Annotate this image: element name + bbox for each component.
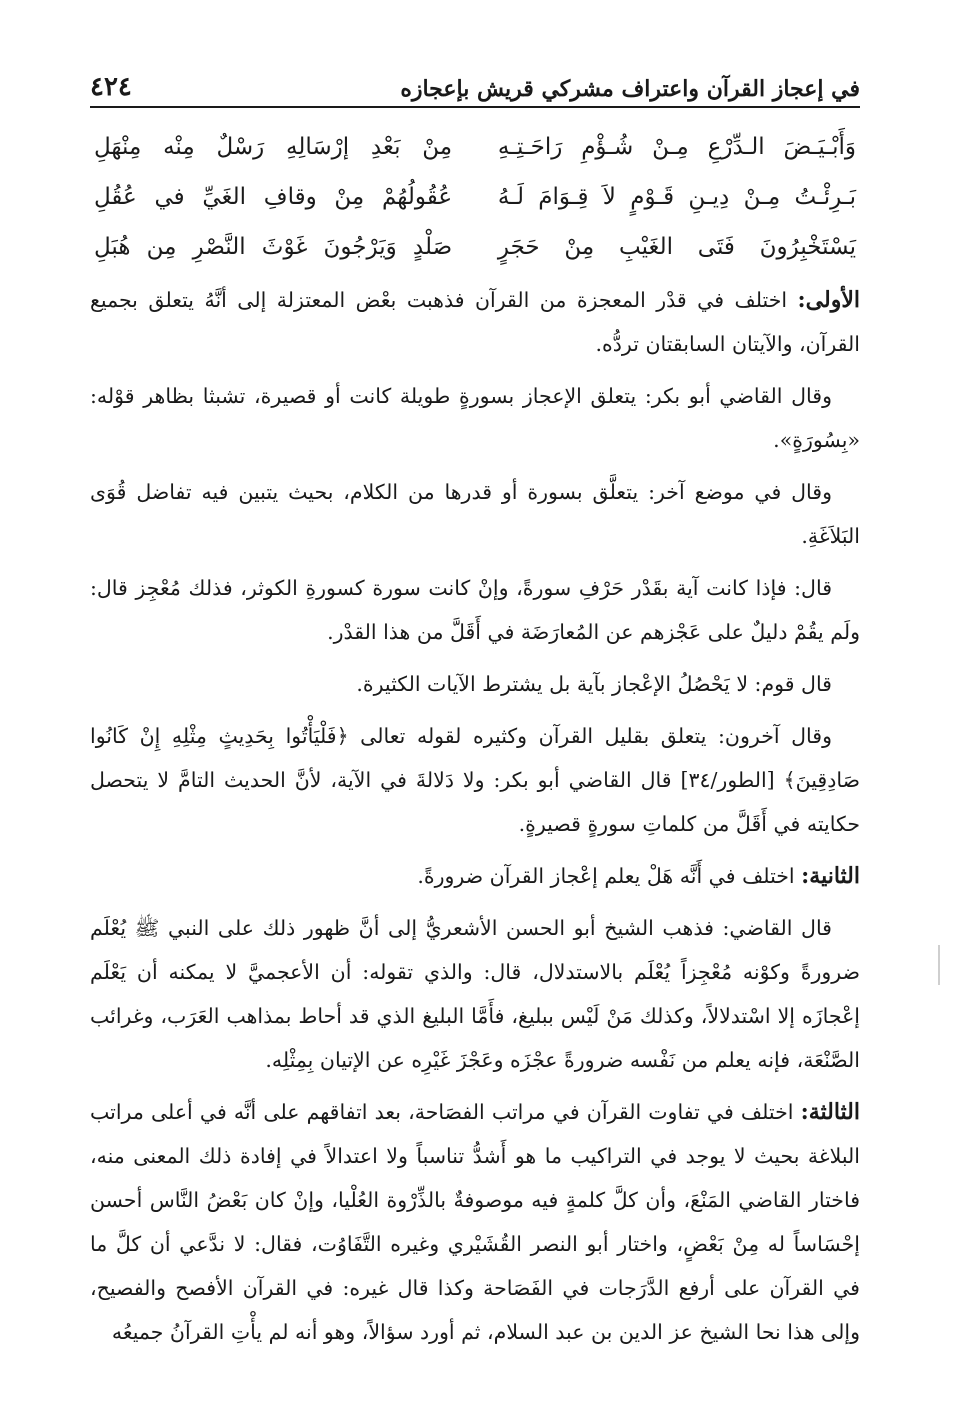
verse-first-hemistich: يَسْتَخْبِرُونَ فَتَى الغَيْبِ مِنْ حَجَرٍ [497, 234, 856, 260]
paragraph-text: وقال في موضع آخر: يتعلَّق بسورة أو قدرها من الكلام، بحيث يتبين فيه تفاضل قُوَى البَلاَغَةِ. [90, 480, 860, 548]
margin-mark [938, 945, 940, 985]
poem-verse [90, 122, 860, 172]
paragraph-text: اختلف في قدْر المعجزة من القرآن فذهبت بعْض المعتزلة إلى أنَّهُ يتعلق بجميع القرآن، والآيتان السابقتان تردُّه. [90, 288, 860, 356]
paragraph-third-issue [90, 1090, 860, 1354]
paragraph-text: قال: فإذا كانت آية بقَدْر حَرْفِ سورةً، وإنْ كانت سورة كسورةِ الكوثر، فذلك مُعْجِز قال: ولَم يقُمْ دليلٌ على عَجْزهم عن المُعارَضَة في أَقَلَّ من هذا القدْر. [90, 576, 860, 644]
paragraph-text: قال قوم: لا يَحْصُلُ الإعْجاز بآية بل يشترط الآيات الكثيرة. [356, 672, 832, 696]
paragraph-text: قال القاضي: فذهب الشيخ أبو الحسن الأشعريُّ إلى أنَّ ظهور ذلك على النبي ﷺ يُعْلَم ضرورةً وكوْنه مُعْجِزاً يُعْلَم بالاستدلال، قال: والذي تقوله: أن الأعجميَّ لا يمكنه أن يَعْلَم إعْجازَه إلا اسْتدلالاً، وكذلك مَنْ لَيْس ببليغ، فأَمَّا البليغ الذي قد أحاط بمذاهب العَرَب، وغرائب الصَّنْعَة، فإنه يعلم من نَفْسه ضرورةً عجْزَه وعَجْزَ غَيْرِه عن الإتيان بِمِثْلِه. [90, 916, 860, 1072]
verse-second-hemistich: صَلْدٍ وَيَرْجُونَ غَوْثَ النَّصْرِ مِن هُبَلِ [94, 234, 453, 260]
paragraph-text: وقال آخرون: يتعلق بقليل القرآن وكثيره لقوله تعالى ﴿فَلْيَأْتُوا بِحَدِيثٍ مِثْلِهِ إِنْ كَانُوا صَادِقِينَ﴾ [الطور/٣٤] قال القاضي أبو بكر: ولا دَلالةَ في الآية، لأنَّ الحديث التامَّ لا يتحصل حكايته في أَقَلَّ من كلماتِ سورةٍ قصيرةٍ. [90, 724, 860, 836]
poem-verse [90, 172, 860, 222]
verse-first-hemistich: وَأَبْـيَـضَ الـدِّرْعِ مِـنْ شُـؤْمِ رَاحَـتِـهِ [497, 134, 856, 160]
poem-verses [90, 122, 860, 272]
paragraph [90, 906, 860, 1082]
paragraph [90, 470, 860, 558]
poem-verse [90, 222, 860, 272]
paragraph-text: وقال القاضي أبو بكر: يتعلق الإعجاز بسورةٍ طويلة كانت أو قصيرة، تشبثا بظاهر قوْله: «بِسُورَةٍ». [90, 384, 860, 452]
paragraph-text: اختلف في تفاوت القرآن في مراتب الفصَاحة، بعد اتفاقهم على أنَّه في أعلى مراتب البلاغة بحيث لا يوجد في التراكيب ما هو أَشدُّ تناسباً ولا اعتدالاً في إفادة ذلك المعنى منه، فاختار القاضي المَنْعَ، وأن كلَّ كلمةٍ فيه موصوفةٌ بالذِّرْوة العُلْيا، وإنْ كان بَعْضُ النَّاس أحسن إحْسَاساً له مِنْ بَعْضٍ، واختار أبو النصر القُشَيْري وغيره التَّفَاوُت، فقال: لا ندَّعي أن كلَّ ما في القرآن على أرفع الدَّرَجات في الفَصَاحة وكذا قال غيره: في القرآن الأفصح والفصيح، وإلى هذا نحا الشيخ عز الدين بن عبد السلام، ثم أورد سؤالاً، وهو أنه لم يأْتِ القرآنُ جميعُه [90, 1100, 860, 1344]
paragraph [90, 374, 860, 462]
section-lead: الأولى: [797, 287, 860, 313]
paragraph-second-issue [90, 854, 860, 898]
paragraph [90, 662, 860, 706]
verse-second-hemistich: عُقُولُهُمْ مِنْ وقافِ الغَيِّ في عُقُلِ [94, 184, 453, 210]
book-page [90, 58, 860, 1388]
running-title: في إعجاز القرآن واعتراف مشركي قريش بإعجازه [400, 76, 860, 102]
paragraph-quran-citation [90, 714, 860, 846]
section-lead: الثانية: [801, 863, 860, 889]
verse-second-hemistich: مِنْ بَعْدِ إرْسَالِهِ رَسْلٌ مِنْه مِنْهَلِ [94, 134, 453, 160]
verse-first-hemistich: بَـرِئْـتُ مِـنْ دِيـنِ قَـوْمٍ لاَ قِـوَامَ لَـهُ [497, 184, 856, 210]
paragraph-first-issue [90, 278, 860, 366]
page-number: ٤٢٤ [90, 72, 132, 102]
page-header [90, 58, 860, 108]
section-lead: الثالثة: [800, 1099, 860, 1125]
paragraph-text: اختلف في أَنَّه هَلْ يعلم إعْجاز القرآن ضرورةً. [417, 864, 802, 888]
paragraph [90, 566, 860, 654]
